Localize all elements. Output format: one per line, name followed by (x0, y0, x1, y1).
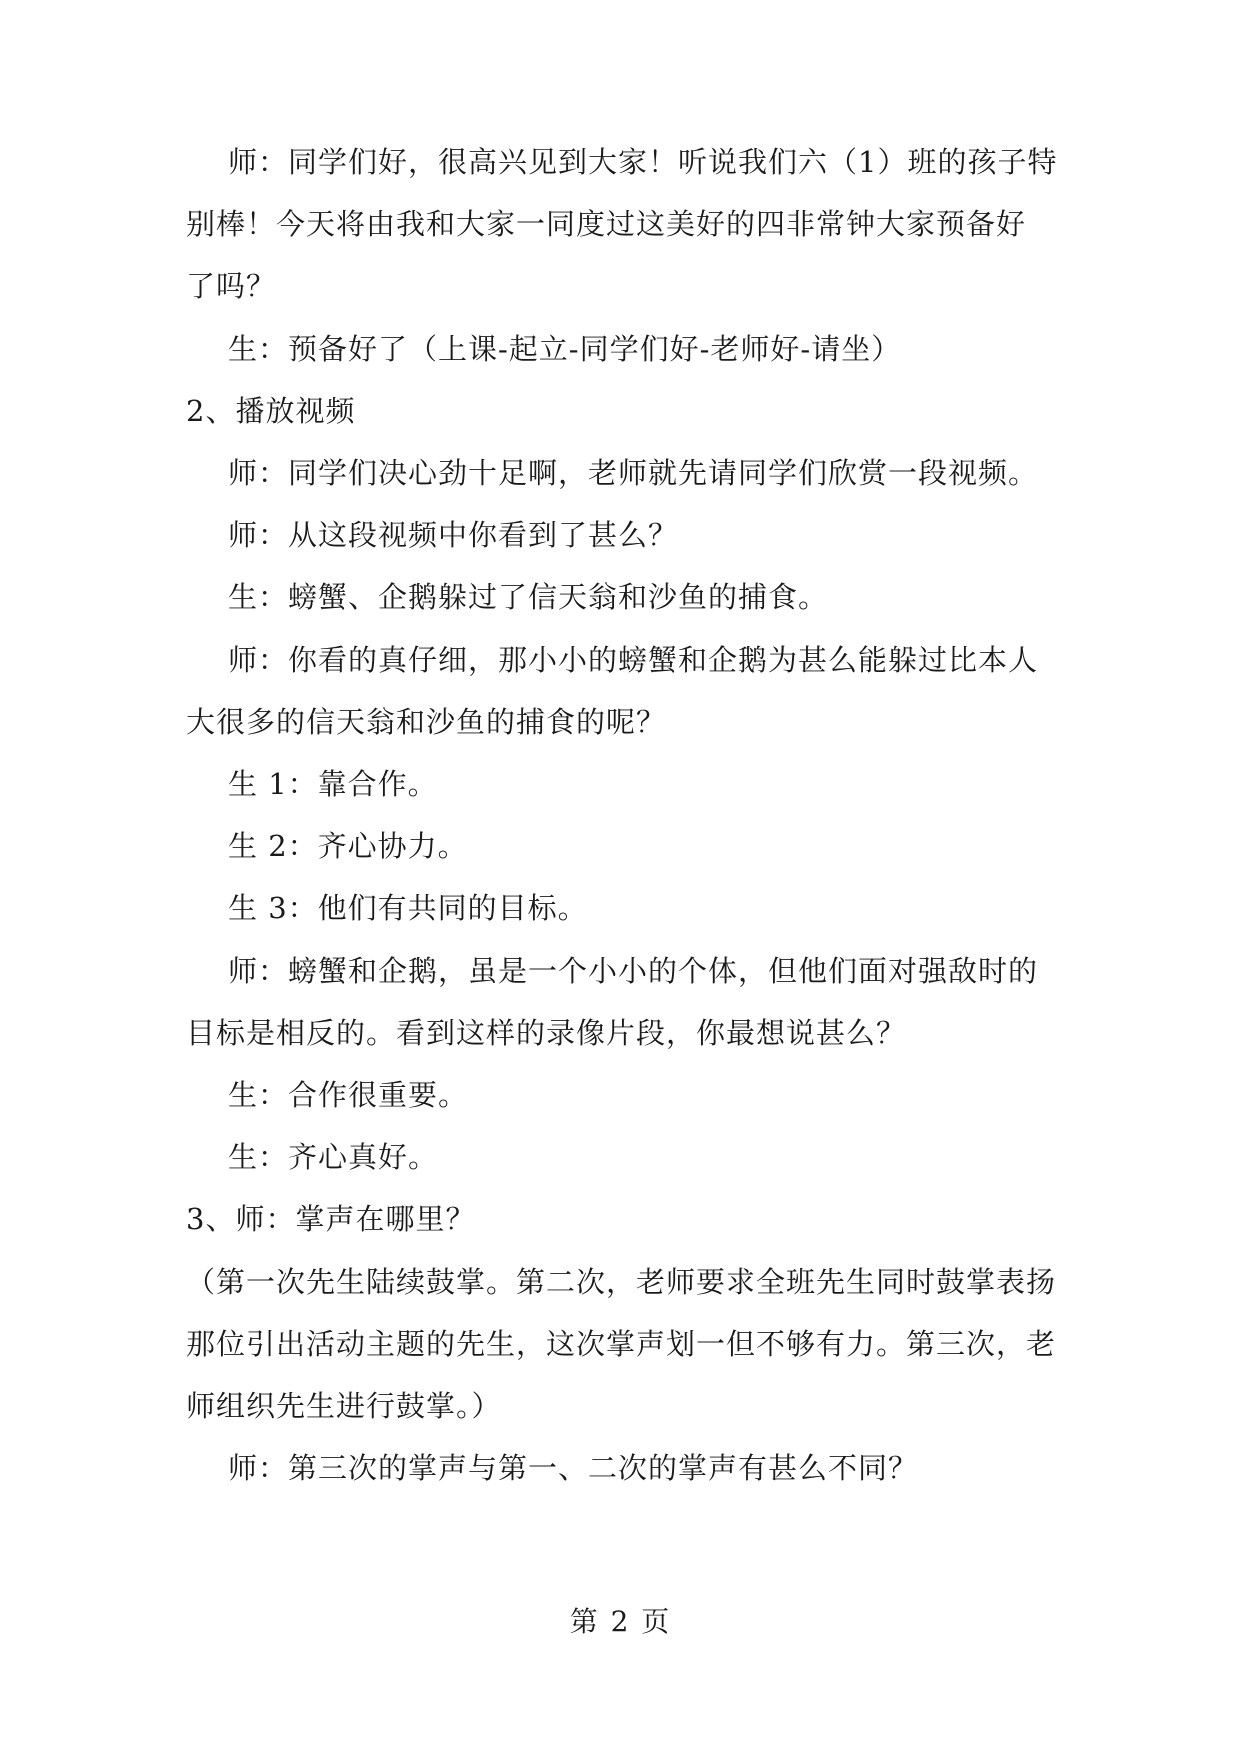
paragraph-line: 师组织先生进行鼓掌。） (186, 1389, 502, 1423)
paragraph-line: 生：螃蟹、企鹅躲过了信天翁和沙鱼的捕食。 (228, 580, 829, 614)
paragraph-line: 生：预备好了（上课-起立-同学们好-老师好-请坐） (228, 332, 902, 366)
paragraph-line: 生 2：齐心协力。 (228, 829, 468, 863)
paragraph-line: 生 3：他们有共同的目标。 (228, 891, 588, 925)
paragraph-line: 师：同学们好，很高兴见到大家！听说我们六（1）班的孩子特 (228, 145, 1058, 179)
paragraph-line: 大很多的信天翁和沙鱼的捕食的呢？ (186, 705, 667, 739)
paragraph-line: 师：螃蟹和企鹅，虽是一个小小的个体，但他们面对强敌时的 (228, 954, 1039, 988)
paragraph-line: 了吗？ (186, 269, 277, 303)
paragraph-line: 师：你看的真仔细，那小小的螃蟹和企鹅为甚么能躲过比本人 (228, 643, 1039, 677)
paragraph-line: （第一次先生陆续鼓掌。第二次，老师要求全班先生同时鼓掌表扬 (186, 1265, 1057, 1299)
paragraph-line: 生：齐心真好。 (228, 1140, 439, 1174)
paragraph-line: 生 1：靠合作。 (228, 767, 438, 801)
paragraph-line: 目标是相反的。看到这样的录像片段，你最想说甚么？ (186, 1016, 907, 1050)
page-number: 第 2 页 (569, 1605, 672, 1638)
paragraph-line: 别棒！今天将由我和大家一同度过这美好的四非常钟大家预备好 (186, 207, 1027, 241)
paragraph-line: 师：同学们决心劲十足啊，老师就先请同学们欣赏一段视频。 (228, 456, 1039, 490)
paragraph-line: 师：第三次的掌声与第一、二次的掌声有甚么不同？ (228, 1451, 919, 1485)
section-heading: 2、播放视频 (186, 394, 356, 428)
paragraph-line: 师：从这段视频中你看到了甚么？ (228, 518, 679, 552)
section-heading: 3、师：掌声在哪里？ (186, 1202, 476, 1236)
paragraph-line: 生：合作很重要。 (228, 1078, 469, 1112)
paragraph-line: 那位引出活动主题的先生，这次掌声划一但不够有力。第三次，老 (186, 1327, 1057, 1361)
